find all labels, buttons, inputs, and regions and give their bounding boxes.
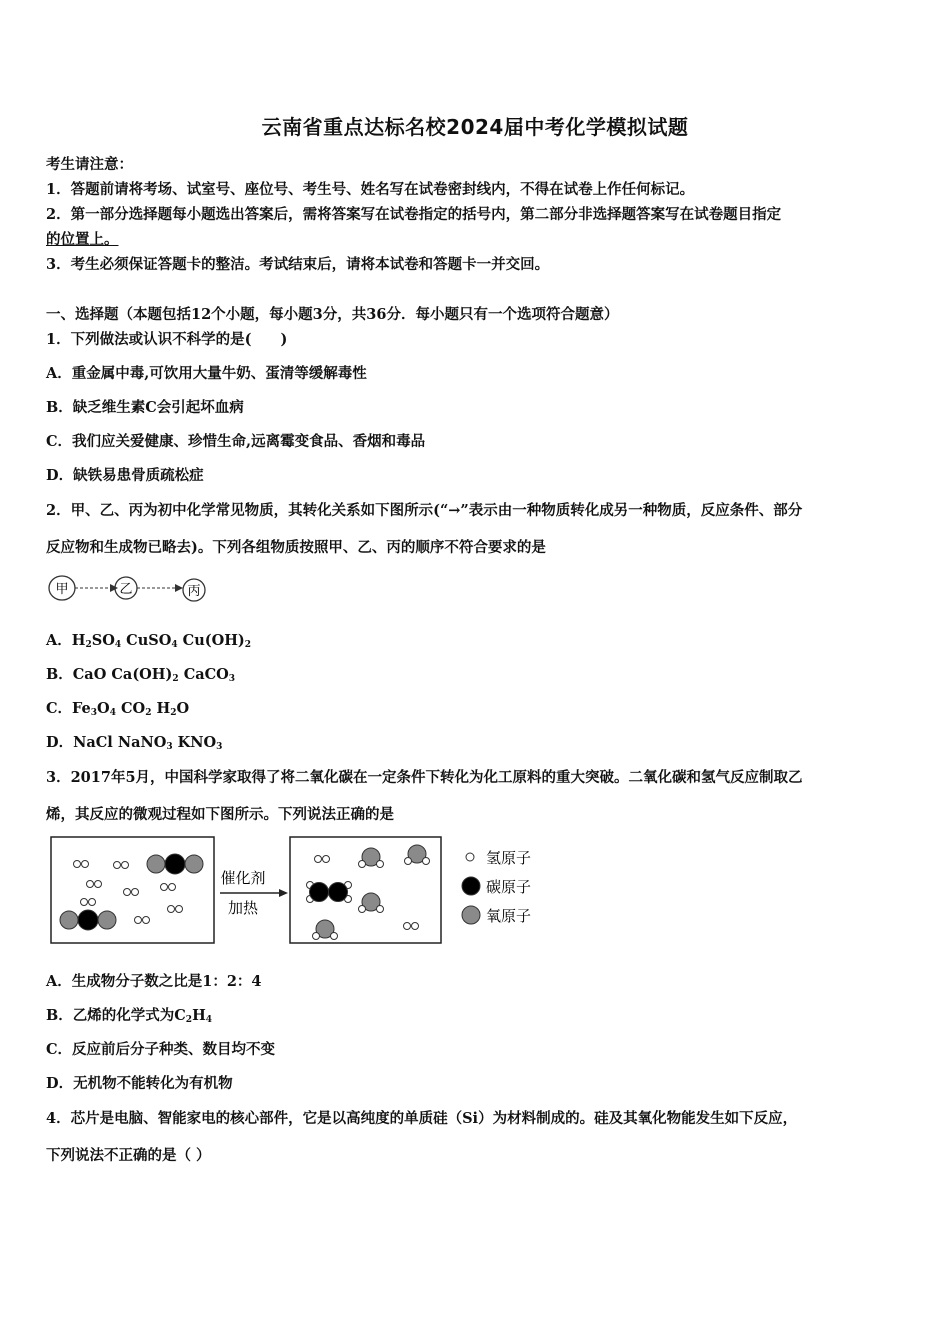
q2-stem-line2: 反应物和生成物已略去)。下列各组物质按照甲、乙、丙的顺序不符合要求的是 (46, 539, 546, 556)
notice-item-2b: 的位置上。 (46, 231, 119, 248)
notice-heading: 考生请注意： (46, 156, 133, 173)
node-yi-label: 乙 (119, 582, 133, 597)
arrow-top-label: 催化剂 (220, 869, 266, 887)
q1-option-d: D．缺铁易患骨质疏松症 (46, 467, 204, 484)
node-bing-label: 丙 (187, 584, 201, 599)
q3-stem-line2: 烯，其反应的微观过程如下图所示。下列说法正确的是 (46, 806, 394, 823)
section-heading: 一、选择题（本题包括12个小题，每小题3分，共36分．每小题只有一个选项符合题意） (46, 306, 619, 323)
q2-option-d: D．NaCl NaNO$_3$ $KNO_3$ (46, 734, 223, 752)
oxygen-atom-icon (462, 906, 480, 924)
arrow-bottom-label: 加热 (227, 899, 259, 917)
q3-stem-line1: 3．2017年5月，中国科学家取得了将二氧化碳在一定条件下转化为化工原料的重大突破。二氧化碳和氢气反应制取乙 (46, 769, 803, 786)
hydrogen-atom-icon (466, 853, 474, 861)
notice-item-2-cont (46, 228, 119, 249)
legend-oxygen: 氧原子 (486, 907, 532, 925)
legend-hydrogen: 氢原子 (486, 849, 532, 867)
q1-option-a: A．重金属中毒,可饮用大量牛奶、蛋清等缓解毒性 (46, 365, 367, 382)
notice-item-2: 2．第一部分选择题每小题选出答案后，需将答案写在试卷指定的括号内，第二部分非选择题答案写在试卷题目指定 (46, 206, 782, 223)
legend-carbon: 碳原子 (486, 878, 532, 896)
q1-option-c: C．我们应关爱健康、珍惜生命,远离霉变食品、香烟和毒品 (46, 433, 426, 450)
q2-conversion-diagram (44, 571, 214, 607)
node-jia-label: 甲 (55, 582, 69, 597)
page-title: 云南省重点达标名校2024届中考化学模拟试题 (261, 115, 689, 139)
q3-option-a: A．生成物分子数之比是1：2：4 (46, 973, 262, 990)
product-ethylene-molecule (307, 882, 352, 903)
q4-stem-line2: 下列说法不正确的是（ ） (46, 1147, 211, 1164)
arrow-1-head (110, 584, 118, 592)
notice-item-1: 1．答题前请将考场、试室号、座位号、考生号、姓名写在试卷密封线内，不得在试卷上作任何标记。 (46, 181, 695, 198)
q3-option-c: C．反应前后分子种类、数目均不变 (46, 1041, 276, 1058)
carbon-atom-icon (462, 877, 480, 895)
arrow-2-head (175, 584, 183, 592)
q2-option-b: B．CaO $Ca(OH)_2$ CaCO$_3$ (46, 666, 236, 684)
q4-stem-line1: 4．芯片是电脑、智能家电的核心部件，它是以高纯度的单质硅（Si）为材料制成的。硅及其氧化物能发生如下反应， (46, 1110, 798, 1127)
q1-option-b: B．缺乏维生素C会引起坏血病 (46, 399, 244, 416)
q3-reaction-diagram (46, 832, 546, 948)
q2-stem-line1: 2．甲、乙、丙为初中化学常见物质，其转化关系如下图所示(“→”表示由一种物质转化成另一种物质，反应条件、部分 (46, 502, 803, 519)
q3-option-d: D．无机物不能转化为有机物 (46, 1075, 233, 1092)
q2-option-a: A．$H_2SO_4$ CuSO$_4$ $Cu(OH)_2$ (46, 632, 252, 650)
q2-option-c: C．$Fe_3O_4$ $CO_2$ $H_2O$ (46, 700, 190, 718)
q1-stem: 1．下列做法或认识不科学的是( ) (46, 331, 288, 348)
reaction-arrow-head (279, 889, 288, 897)
notice-item-3: 3．考生必须保证答题卡的整洁。考试结束后，请将本试卷和答题卡一并交回。 (46, 256, 550, 273)
q3-option-b: B．乙烯的化学式为$C_2H_4$ (46, 1007, 213, 1025)
